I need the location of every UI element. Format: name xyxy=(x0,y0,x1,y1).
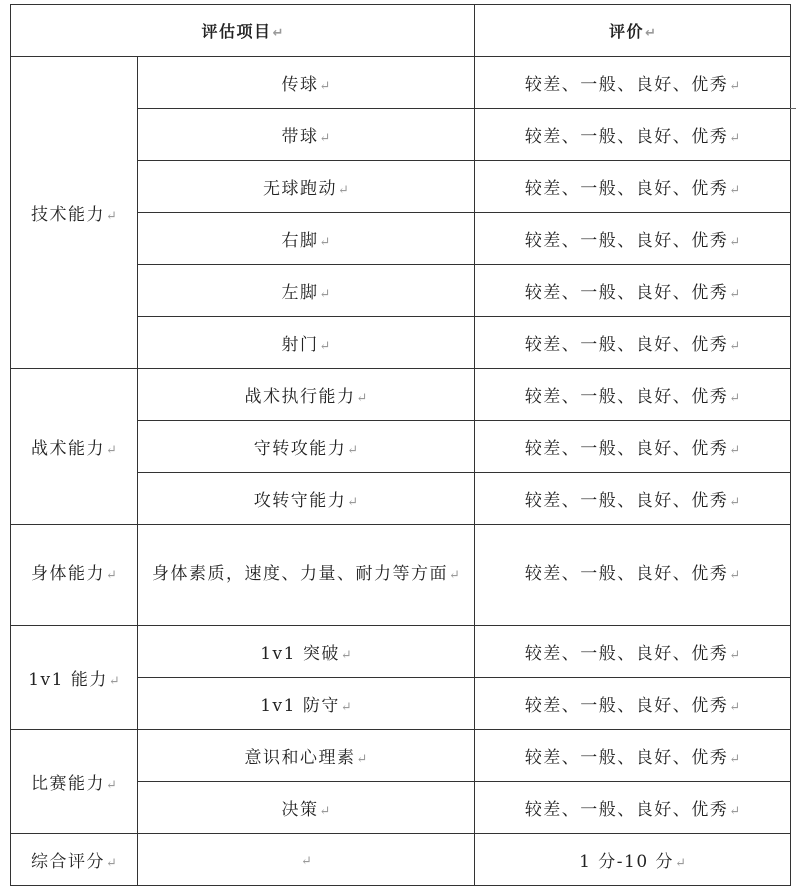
paragraph-mark-icon: ↵ xyxy=(347,495,359,510)
paragraph-mark-icon: ↵ xyxy=(106,856,117,871)
paragraph-mark-icon: ↵ xyxy=(347,443,359,458)
rating-text: 较差、一般、良好、优秀 xyxy=(524,387,729,407)
item-cell xyxy=(138,161,475,213)
group-name: 战术能力 xyxy=(31,439,106,459)
rating-text: 较差、一般、良好、优秀 xyxy=(524,335,729,355)
paragraph-mark-icon: ↵ xyxy=(106,568,117,583)
header-rating-cell xyxy=(475,5,791,57)
rating-text: 较差、一般、良好、优秀 xyxy=(524,439,729,459)
rating-cell xyxy=(475,678,791,730)
item-text: 传球 xyxy=(281,75,319,95)
header-item-cell xyxy=(11,5,475,57)
table-row xyxy=(11,369,791,421)
rating-text: 较差、一般、良好、优秀 xyxy=(524,696,729,716)
rating-cell xyxy=(475,57,791,109)
item-text: 射门 xyxy=(281,335,319,355)
item-cell xyxy=(138,109,475,161)
paragraph-mark-icon: ↵ xyxy=(340,648,352,663)
item-text: 1v1 防守 xyxy=(260,696,340,716)
item-cell xyxy=(138,213,475,265)
paragraph-mark-icon: ↵ xyxy=(675,856,686,871)
rating-cell xyxy=(475,782,791,834)
item-text: 带球 xyxy=(281,127,319,147)
rating-cell xyxy=(475,473,791,525)
item-cell xyxy=(138,473,475,525)
paragraph-mark-icon: ↵ xyxy=(272,26,284,41)
group-cell-match xyxy=(11,730,138,834)
group-name: 身体能力 xyxy=(31,564,106,584)
item-text: 右脚 xyxy=(281,231,319,251)
paragraph-mark-icon: ↵ xyxy=(319,235,331,250)
summary-row xyxy=(11,834,791,886)
paragraph-mark-icon: ↵ xyxy=(729,183,741,198)
summary-rating-text: 1 分-10 分 xyxy=(579,852,675,872)
item-text: 决策 xyxy=(281,800,319,820)
item-cell xyxy=(138,730,475,782)
summary-name: 综合评分 xyxy=(31,852,106,872)
table-row xyxy=(11,626,791,678)
group-cell-technical xyxy=(11,57,138,369)
rating-text: 较差、一般、良好、优秀 xyxy=(524,75,729,95)
paragraph-mark-icon: ↵ xyxy=(729,131,741,146)
rating-text: 较差、一般、良好、优秀 xyxy=(524,127,729,147)
item-text: 战术执行能力 xyxy=(244,387,356,407)
item-cell xyxy=(138,626,475,678)
item-text: 身体素质，速度、力量、耐力等方面 xyxy=(152,564,449,584)
rating-cell xyxy=(475,317,791,369)
rating-cell xyxy=(475,109,791,161)
table-row xyxy=(11,525,791,626)
rating-cell xyxy=(475,161,791,213)
paragraph-mark-icon: ↵ xyxy=(319,804,331,819)
table-edge-tick xyxy=(790,108,796,109)
paragraph-mark-icon: ↵ xyxy=(449,568,460,583)
rating-cell xyxy=(475,730,791,782)
rating-cell xyxy=(475,213,791,265)
item-text: 守转攻能力 xyxy=(253,439,347,459)
paragraph-mark-icon: ↵ xyxy=(319,131,331,146)
header-item-text: 评估项目 xyxy=(201,22,272,41)
evaluation-table xyxy=(10,4,791,886)
group-name: 比赛能力 xyxy=(31,774,106,794)
rating-text: 较差、一般、良好、优秀 xyxy=(524,231,729,251)
item-text: 攻转守能力 xyxy=(253,491,347,511)
item-cell xyxy=(138,678,475,730)
header-row xyxy=(11,5,791,57)
table-row xyxy=(11,57,791,109)
rating-text: 较差、一般、良好、优秀 xyxy=(524,644,729,664)
group-cell-physical xyxy=(11,525,138,626)
evaluation-table-wrapper xyxy=(10,4,791,886)
paragraph-mark-icon: ↵ xyxy=(729,752,741,767)
paragraph-mark-icon: ↵ xyxy=(338,183,349,198)
paragraph-mark-icon: ↵ xyxy=(356,752,368,767)
item-cell xyxy=(138,57,475,109)
paragraph-mark-icon: ↵ xyxy=(319,79,331,94)
rating-text: 较差、一般、良好、优秀 xyxy=(524,283,729,303)
item-text: 无球跑动 xyxy=(263,179,338,199)
paragraph-mark-icon: ↵ xyxy=(106,443,117,458)
paragraph-mark-icon: ↵ xyxy=(729,700,741,715)
rating-cell xyxy=(475,525,791,626)
rating-text: 较差、一般、良好、优秀 xyxy=(524,800,729,820)
summary-rating-cell xyxy=(475,834,791,886)
item-cell xyxy=(138,369,475,421)
rating-cell xyxy=(475,265,791,317)
paragraph-mark-icon: ↵ xyxy=(106,778,117,793)
paragraph-mark-icon: ↵ xyxy=(729,287,741,302)
paragraph-mark-icon: ↵ xyxy=(729,648,741,663)
group-name: 技术能力 xyxy=(31,205,106,225)
item-cell xyxy=(138,525,475,626)
paragraph-mark-icon: ↵ xyxy=(729,495,741,510)
group-cell-1v1 xyxy=(11,626,138,730)
summary-name-cell xyxy=(11,834,138,886)
item-cell xyxy=(138,317,475,369)
table-row xyxy=(11,730,791,782)
summary-item-cell xyxy=(138,834,475,886)
paragraph-mark-icon: ↵ xyxy=(106,209,117,224)
paragraph-mark-icon: ↵ xyxy=(729,235,741,250)
paragraph-mark-icon: ↵ xyxy=(729,79,741,94)
group-cell-tactical xyxy=(11,369,138,525)
paragraph-mark-icon: ↵ xyxy=(108,674,120,689)
paragraph-mark-icon: ↵ xyxy=(729,804,741,819)
paragraph-mark-icon: ↵ xyxy=(729,443,741,458)
rating-cell xyxy=(475,421,791,473)
rating-text: 较差、一般、良好、优秀 xyxy=(524,564,729,584)
paragraph-mark-icon: ↵ xyxy=(319,339,331,354)
paragraph-mark-icon: ↵ xyxy=(729,339,741,354)
item-text: 意识和心理素 xyxy=(244,748,356,768)
item-text: 1v1 突破 xyxy=(260,644,340,664)
item-cell xyxy=(138,265,475,317)
paragraph-mark-icon: ↵ xyxy=(645,26,656,41)
rating-cell xyxy=(475,626,791,678)
header-rating-text: 评价 xyxy=(609,22,645,41)
item-text: 左脚 xyxy=(281,283,319,303)
rating-text: 较差、一般、良好、优秀 xyxy=(524,179,729,199)
rating-text: 较差、一般、良好、优秀 xyxy=(524,748,729,768)
paragraph-mark-icon: ↵ xyxy=(729,391,741,406)
paragraph-mark-icon: ↵ xyxy=(319,287,331,302)
paragraph-mark-icon: ↵ xyxy=(729,568,741,583)
item-cell xyxy=(138,782,475,834)
paragraph-mark-icon: ↵ xyxy=(340,700,352,715)
rating-text: 较差、一般、良好、优秀 xyxy=(524,491,729,511)
paragraph-mark-icon: ↵ xyxy=(301,853,312,869)
paragraph-mark-icon: ↵ xyxy=(356,391,368,406)
rating-cell xyxy=(475,369,791,421)
item-cell xyxy=(138,421,475,473)
group-name: 1v1 能力 xyxy=(28,670,108,690)
